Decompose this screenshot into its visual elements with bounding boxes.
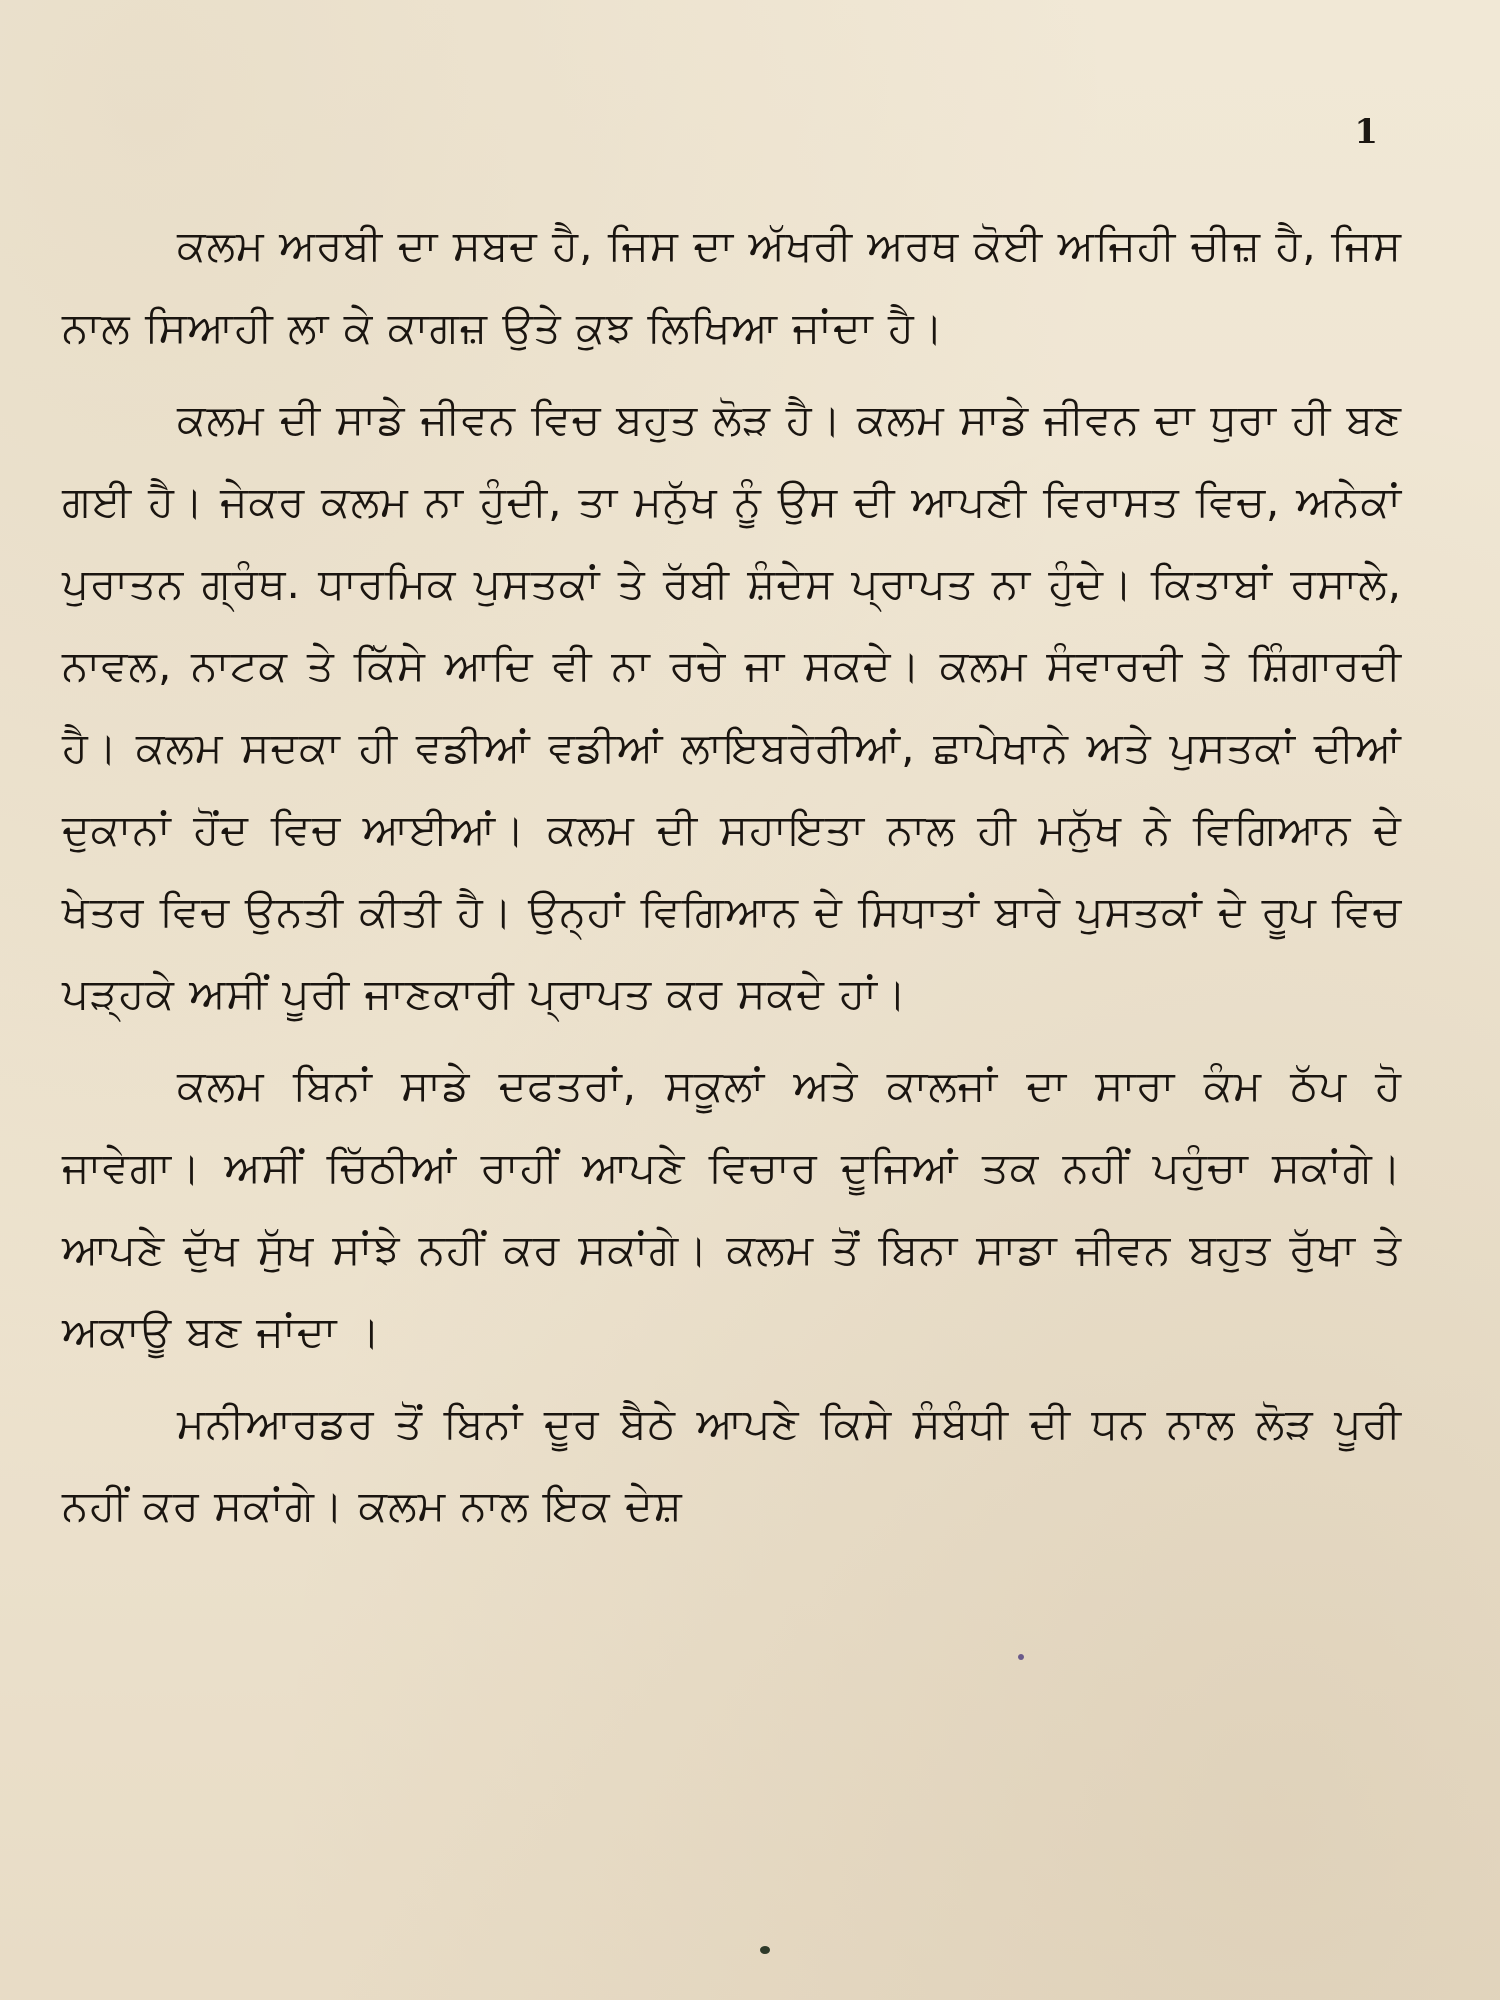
- page-number: 1: [1354, 112, 1378, 152]
- paragraph-3: ਕਲਮ ਬਿਨਾਂ ਸਾਡੇ ਦਫਤਰਾਂ, ਸਕੂਲਾਂ ਅਤੇ ਕਾਲਜਾਂ ਦਾ ਸਾਰਾ ਕੰਮ ਠੱਪ ਹੋ ਜਾਵੇਗਾ। ਅਸੀਂ ਚਿੱਠੀਆਂ ਰਾਹੀਂ ਆਪਣੇ ਵਿਚਾਰ ਦੂਜਿਆਂ ਤਕ ਨਹੀਂ ਪਹੁੰਚਾ ਸਕਾਂਗੇ। ਆਪਣੇ ਦੁੱਖ ਸੁੱਖ ਸਾਂਝੇ ਨਹੀਂ ਕਰ ਸਕਾਂਗੇ। ਕਲਮ ਤੋਂ ਬਿਨਾ ਸਾਡਾ ਜੀਵਨ ਬਹੁਤ ਰੁੱਖਾ ਤੇ ਅਕਾਊ ਬਣ ਜਾਂਦਾ ।: [62, 1061, 1402, 1356]
- paragraph-4: ਮਨੀਆਰਡਰ ਤੋਂ ਬਿਨਾਂ ਦੂਰ ਬੈਠੇ ਆਪਣੇ ਕਿਸੇ ਸੰਬੰਧੀ ਦੀ ਧਨ ਨਾਲ ਲੋੜ ਪੂਰੀ ਨਹੀਂ ਕਰ ਸਕਾਂਗੇ। ਕਲਮ ਨਾਲ ਇਕ ਦੇਸ਼: [62, 1399, 1402, 1530]
- ink-speck: [1018, 1654, 1024, 1660]
- paragraph-1: ਕਲਮ ਅਰਬੀ ਦਾ ਸਬਦ ਹੈ, ਜਿਸ ਦਾ ਅੱਖਰੀ ਅਰਥ ਕੋਈ ਅਜਿਹੀ ਚੀਜ਼ ਹੈ, ਜਿਸ ਨਾਲ ਸਿਆਹੀ ਲਾ ਕੇ ਕਾਗਜ਼ ਉਤੇ ਕੁਝ ਲਿਖਿਆ ਜਾਂਦਾ ਹੈ।: [62, 221, 1402, 352]
- paragraph-2: ਕਲਮ ਦੀ ਸਾਡੇ ਜੀਵਨ ਵਿਚ ਬਹੁਤ ਲੋੜ ਹੈ। ਕਲਮ ਸਾਡੇ ਜੀਵਨ ਦਾ ਧੁਰਾ ਹੀ ਬਣ ਗਈ ਹੈ। ਜੇਕਰ ਕਲਮ ਨਾ ਹੁੰਦੀ, ਤਾ ਮਨੁੱਖ ਨੂੰ ਉਸ ਦੀ ਆਪਣੀ ਵਿਰਾਸਤ ਵਿਚ, ਅਨੇਕਾਂ ਪੁਰਾਤਨ ਗ੍ਰੰਥ. ਧਾਰਮਿਕ ਪੁਸਤਕਾਂ ਤੇ ਰੱਬੀ ਸ਼ੰਦੇਸ ਪ੍ਰਾਪਤ ਨਾ ਹੁੰਦੇ। ਕਿਤਾਬਾਂ ਰਸਾਲੇ, ਨਾਵਲ, ਨਾਟਕ ਤੇ ਕਿੱਸੇ ਆਦਿ ਵੀ ਨਾ ਰਚੇ ਜਾ ਸਕਦੇ। ਕਲਮ ਸੰਵਾਰਦੀ ਤੇ ਸ਼ਿੰਗਾਰਦੀ ਹੈ। ਕਲਮ ਸਦਕਾ ਹੀ ਵਡੀਆਂ ਵਡੀਆਂ ਲਾਇਬਰੇਰੀਆਂ, ਛਾਪੇਖਾਨੇ ਅਤੇ ਪੁਸਤਕਾਂ ਦੀਆਂ ਦੁਕਾਨਾਂ ਹੋਂਦ ਵਿਚ ਆਈਆਂ। ਕਲਮ ਦੀ ਸਹਾਇਤਾ ਨਾਲ ਹੀ ਮਨੁੱਖ ਨੇ ਵਿਗਿਆਨ ਦੇ ਖੇਤਰ ਵਿਚ ਉਨਤੀ ਕੀਤੀ ਹੈ। ਉਨ੍ਹਾਂ ਵਿਗਿਆਨ ਦੇ ਸਿਧਾਤਾਂ ਬਾਰੇ ਪੁਸਤਕਾਂ ਦੇ ਰੂਪ ਵਿਚ ਪੜ੍ਹਕੇ ਅਸੀਂ ਪੂਰੀ ਜਾਣਕਾਰੀ ਪ੍ਰਾਪਤ ਕਰ ਸਕਦੇ ਹਾਂ।: [62, 395, 1402, 1018]
- ink-speck: [760, 1946, 770, 1954]
- body-text: [62, 205, 1402, 1557]
